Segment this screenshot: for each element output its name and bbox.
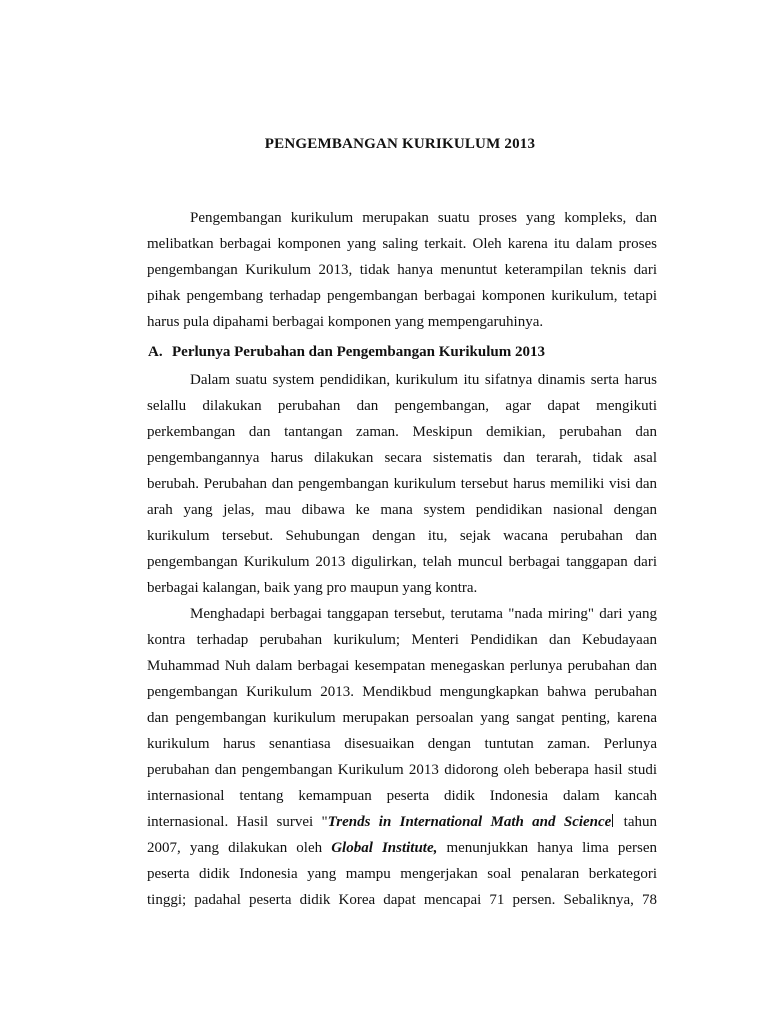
paragraph-line: tinggi; padahal peserta didik Korea dapat mencapai 71 persen. Sebaliknya, 78	[147, 892, 657, 908]
study-name: Trends in International Math and Science	[327, 814, 612, 830]
paragraph-line: Pengembangan kurikulum merupakan suatu proses yang kompleks, dan	[190, 210, 657, 226]
paragraph-line: harus pula dipahami berbagai komponen yang mempengaruhinya.	[147, 314, 544, 330]
paragraph-line: Dalam suatu system pendidikan, kurikulum itu sifatnya dinamis serta harus	[190, 372, 657, 388]
paragraph-line: Menghadapi berbagai tanggapan tersebut, terutama "nada miring" dari yang	[190, 606, 657, 622]
paragraph-line: berubah. Perubahan dan pengembangan kurikulum tersebut harus memiliki visi dan	[147, 476, 657, 492]
paragraph-line: pengembangan Kurikulum 2013. Mendikbud mengungkapkan bahwa perubahan	[147, 684, 657, 700]
section-a-heading	[148, 344, 545, 361]
paragraph-line: dan pengembangan kurikulum merupakan persoalan yang sangat penting, karena	[147, 710, 657, 726]
paragraph-line: Muhammad Nuh dalam berbagai kesempatan menegaskan perlunya perubahan dan	[147, 658, 657, 674]
section-number: A.	[148, 344, 163, 360]
institute-line-before: 2007, yang dilakukan oleh	[147, 840, 332, 856]
quote-mark-glyph	[612, 814, 613, 827]
paragraph-line: arah yang jelas, mau dibawa ke mana system pendidikan nasional dengan	[147, 502, 657, 518]
intro-paragraph	[147, 208, 657, 338]
paragraph-line: kurikulum harus senantiasa disesuaikan dengan tuntutan zaman. Perlunya	[147, 736, 657, 752]
paragraph-line: pengembangan Kurikulum 2013 digulirkan, telah muncul berbagai tanggapan dari	[147, 554, 657, 570]
paragraph-line: berbagai kalangan, baik yang pro maupun yang kontra.	[147, 580, 478, 596]
paragraph-line: kurikulum tersebut. Sehubungan dengan itu, sejak wacana perubahan dan	[147, 528, 657, 544]
paragraph-line: perkembangan dan tantangan zaman. Meskipun demikian, perubahan dan	[147, 424, 657, 440]
institute-line-after: menunjukkan hanya lima persen	[437, 840, 657, 856]
paragraph-line: pengembangan Kurikulum 2013, tidak hanya menuntut keterampilan teknis dari	[147, 262, 657, 278]
paragraph-line: pihak pengembang terhadap pengembangan berbagai komponen kurikulum, tetapi	[147, 288, 657, 304]
paragraph-line: pengembangannya harus dilakukan secara sistematis dan terarah, tidak asal	[147, 450, 657, 466]
institute-name: Global Institute,	[331, 840, 438, 856]
section-a-paragraph-1	[147, 370, 657, 604]
survey-line-before: internasional. Hasil survei "	[147, 814, 328, 830]
paragraph-line: perubahan dan pengembangan Kurikulum 2013 didorong oleh beberapa hasil studi	[147, 762, 657, 778]
paragraph-line: melibatkan berbagai komponen yang saling terkait. Oleh karena itu dalam proses	[147, 236, 657, 252]
paragraph-line: selallu dilakukan perubahan dan pengembangan, agar dapat mengikuti	[147, 398, 657, 414]
survey-line	[147, 812, 657, 838]
section-heading-text: Perlunya Perubahan dan Pengembangan Kurikulum 2013	[172, 344, 545, 360]
section-a-paragraph-2	[147, 604, 657, 916]
paragraph-line: kontra terhadap perubahan kurikulum; Menteri Pendidikan dan Kebudayaan	[147, 632, 657, 648]
survey-line-after: tahun	[615, 814, 658, 830]
paragraph-line: peserta didik Indonesia yang mampu mengerjakan soal penalaran berkategori	[147, 866, 657, 882]
institute-line	[147, 838, 657, 864]
paragraph-line: internasional tentang kemampuan peserta didik Indonesia dalam kancah	[147, 788, 657, 804]
document-title: PENGEMBANGAN KURIKULUM 2013	[264, 136, 536, 152]
